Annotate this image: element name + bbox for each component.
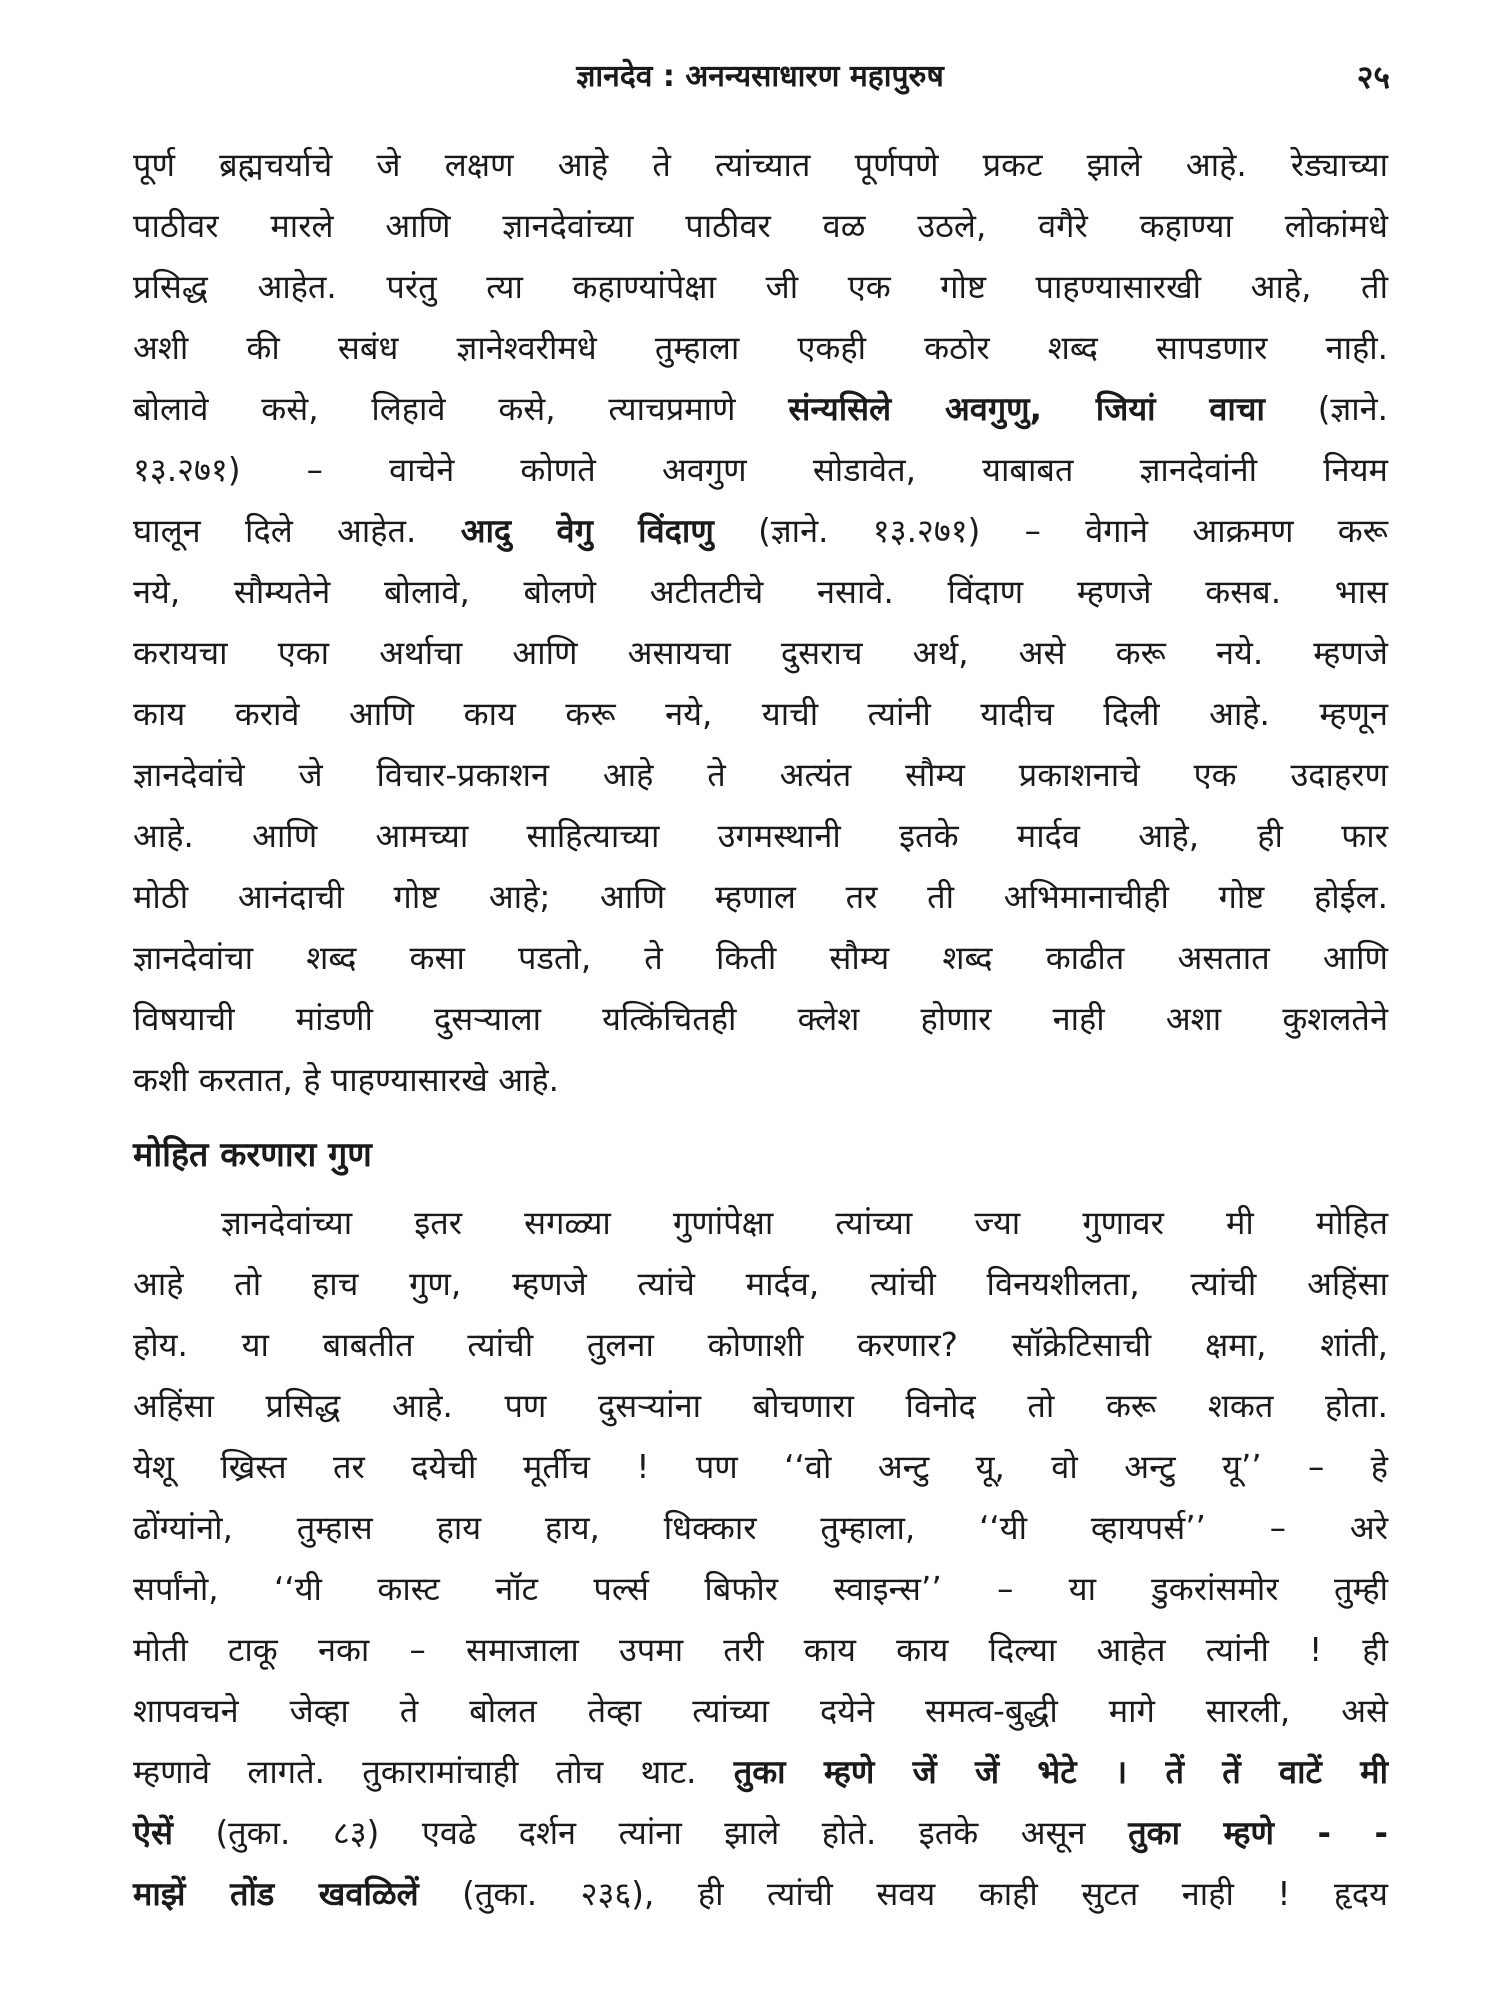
quotation-bold: आदु वेगु विंदाणु (460, 512, 714, 550)
text-line: ढोंग्यांनो, तुम्हास हाय हाय, धिक्कार तुम्हाला, ‘‘यी व्हायपर्स’’ – अरे (133, 1509, 1388, 1547)
text-run: (तुका. २३६), ही त्यांची सवय काही सुटत नाही ! हृदय (418, 1875, 1388, 1913)
section-heading: मोहित करणारा गुण (133, 1135, 372, 1175)
text-line (133, 1864, 1388, 1925)
text-line (133, 379, 1388, 440)
text-line: अशी की सबंध ज्ञानेश्वरीमधे तुम्हाला एकही कठोर शब्द सापडणार नाही. (133, 329, 1388, 367)
text-line (133, 1803, 1388, 1864)
text-line: ज्ञानदेवांच्या इतर सगळ्या गुणांपेक्षा त्यांच्या ज्या गुणावर मी मोहित (221, 1204, 1388, 1242)
text-run: (तुका. ८३) एवढे दर्शन त्यांना झाले होते. इतके असून (172, 1814, 1129, 1852)
quotation-bold: तुका म्हणे जें जें भेटे । तें तें वाटें मी (733, 1753, 1388, 1791)
running-title: ज्ञानदेव : अनन्यसाधारण महापुरुष (576, 59, 944, 94)
text-line: प्रसिद्ध आहेत. परंतु त्या कहाण्यांपेक्षा जी एक गोष्ट पाहण्यासारखी आहे, ती (133, 268, 1388, 306)
quotation-bold: संन्यसिले अवगुणु, जियां वाचा (788, 390, 1265, 428)
text-run: (ज्ञाने. १३.२७१) – वेगाने आक्रमण करू (713, 512, 1388, 550)
text-line: काय करावे आणि काय करू नये, याची त्यांनी यादीच दिली आहे. म्हणून (133, 695, 1388, 733)
text-run: बोलावे कसे, लिहावे कसे, त्याचप्रमाणे (133, 390, 789, 428)
text-run: घालून दिले आहेत. (133, 512, 461, 550)
text-line: अहिंसा प्रसिद्ध आहे. पण दुसऱ्यांना बोचणारा विनोद तो करू शकत होता. (133, 1387, 1388, 1425)
text-line: सर्पांनो, ‘‘यी कास्ट नॉट पर्ल्स बिफोर स्वाइन्स’’ – या डुकरांसमोर तुम्ही (133, 1570, 1388, 1608)
quotation-bold: ऐसें (133, 1814, 173, 1852)
text-line: करायचा एका अर्थाचा आणि असायचा दुसराच अर्थ, असे करू नये. म्हणजे (133, 634, 1388, 672)
text-line: मोठी आनंदाची गोष्ट आहे; आणि म्हणाल तर ती अभिमानाचीही गोष्ट होईल. (133, 878, 1388, 916)
text-line: आहे तो हाच गुण, म्हणजे त्यांचे मार्दव, त्यांची विनयशीलता, त्यांची अहिंसा (133, 1265, 1388, 1303)
paragraph-1 (133, 135, 1388, 1111)
text-line: विषयाची मांडणी दुसऱ्याला यत्किंचितही क्लेश होणार नाही अशा कुशलतेने (133, 1000, 1388, 1038)
text-line: येशू ख्रिस्त तर दयेची मूर्तीच ! पण ‘‘वो अन्टु यू, वो अन्टु यू’’ – हे (133, 1448, 1388, 1486)
text-line: शापवचने जेव्हा ते बोलत तेव्हा त्यांच्या दयेने समत्व-बुद्धी मागे सारली, असे (133, 1692, 1388, 1730)
text-line: कशी करतात, हे पाहण्यासारखे आहे. (133, 1061, 560, 1099)
text-line: ज्ञानदेवांचे जे विचार-प्रकाशन आहे ते अत्यंत सौम्य प्रकाशनाचे एक उदाहरण (133, 756, 1388, 794)
text-run: (ज्ञाने. (1264, 390, 1388, 428)
text-line: नये, सौम्यतेने बोलावे, बोलणे अटीतटीचे नसावे. विंदाण म्हणजे कसब. भास (133, 573, 1388, 611)
text-line: पाठीवर मारले आणि ज्ञानदेवांच्या पाठीवर वळ उठले, वगैरे कहाण्या लोकांमधे (133, 207, 1388, 245)
text-line (133, 1742, 1388, 1803)
page-header (130, 52, 1390, 102)
text-line: मोती टाकू नका – समाजाला उपमा तरी काय काय दिल्या आहेत त्यांनी ! ही (133, 1631, 1388, 1669)
text-line: पूर्ण ब्रह्मचर्याचे जे लक्षण आहे ते त्यांच्यात पूर्णपणे प्रकट झाले आहे. रेड्याच्या (133, 146, 1388, 184)
text-line: ज्ञानदेवांचा शब्द कसा पडतो, ते किती सौम्य शब्द काढीत असतात आणि (133, 939, 1388, 977)
text-line: होय. या बाबतीत त्यांची तुलना कोणाशी करणार? सॉक्रेटिसाची क्षमा, शांती, (133, 1326, 1388, 1364)
page-number: २५ (1356, 58, 1390, 96)
body-text (133, 135, 1388, 1925)
text-line (133, 501, 1388, 562)
quotation-bold: माझें तोंड खवळिलें (133, 1875, 419, 1913)
quotation-bold: तुका म्हणे - - (1128, 1814, 1388, 1852)
text-line: आहे. आणि आमच्या साहित्याच्या उगमस्थानी इतके मार्दव आहे, ही फार (133, 817, 1388, 855)
paragraph-2 (133, 1193, 1388, 1925)
text-line: १३.२७१) – वाचेने कोणते अवगुण सोडावेत, याबाबत ज्ञानदेवांनी नियम (133, 451, 1388, 489)
text-run: म्हणावे लागते. तुकारामांचाही तोच थाट. (133, 1753, 734, 1791)
